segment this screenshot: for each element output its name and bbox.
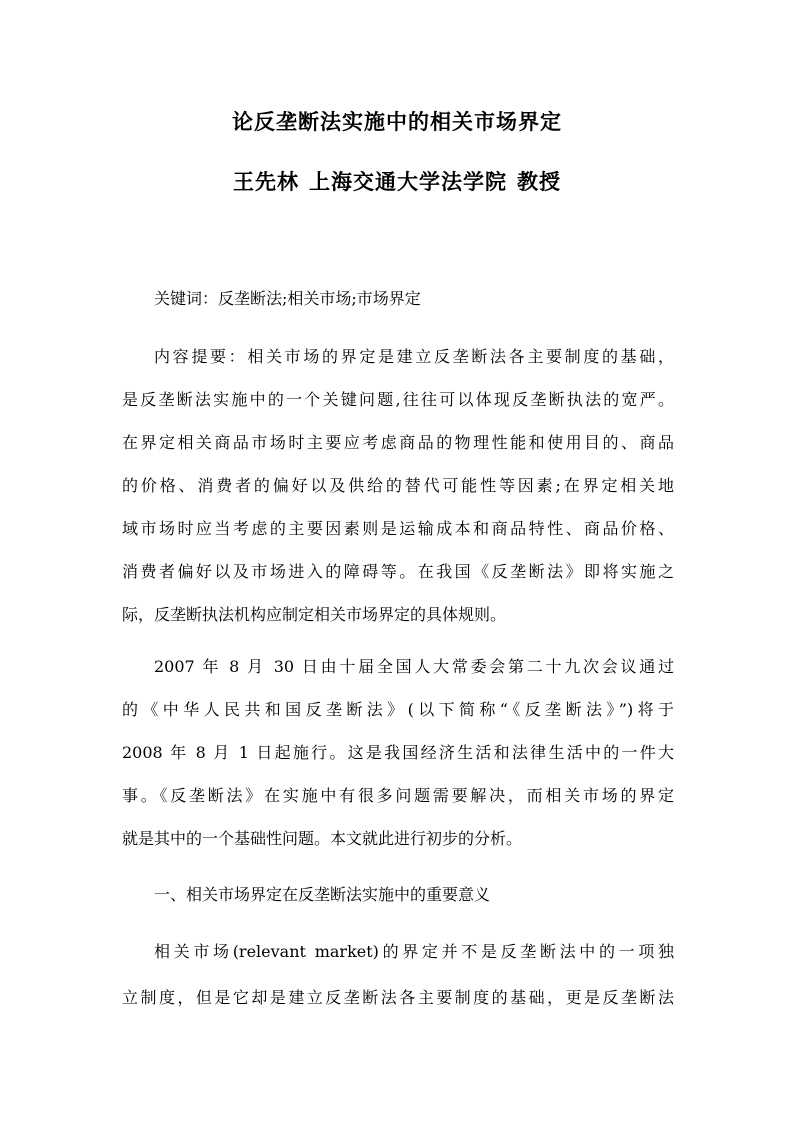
intro-line: 2008 年 8 月 1 日起施行。这是我国经济生活和法律生活中的一件大	[122, 743, 674, 762]
author-line	[0, 166, 794, 196]
section-line: 相关市场(relevant market)的界定并不是反垄断法中的一项独	[154, 942, 674, 961]
author-affiliation: 上海交通大学法学院	[309, 169, 507, 194]
intro-line: 就是其中的一个基础性问题。本文就此进行初步的分析。	[122, 829, 523, 848]
author-position: 教授	[517, 169, 561, 194]
intro-line: 事。《反垄断法》在实施中有很多问题需要解决，而相关市场的界定	[122, 786, 674, 805]
intro-line: 2007 年 8 月 30 日由十届全国人大常委会第二十九次会议通过	[154, 657, 674, 676]
abstract-line: 在界定相关商品市场时主要应考虑商品的物理性能和使用目的、商品	[122, 433, 674, 452]
keywords-line: 关键词：反垄断法;相关市场;市场界定	[154, 289, 421, 308]
section-line: 立制度，但是它却是建立反垄断法各主要制度的基础，更是反垄断法	[122, 988, 674, 1007]
abstract-line: 域市场时应当考虑的主要因素则是运输成本和商品特性、商品价格、	[122, 519, 674, 538]
abstract-line: 的价格、消费者的偏好以及供给的替代可能性等因素;在界定相关地	[122, 476, 674, 495]
abstract-line: 内容提要：相关市场的界定是建立反垄断法各主要制度的基础，	[154, 347, 674, 366]
section-heading: 一、相关市场界定在反垄断法实施中的重要意义	[154, 885, 491, 904]
abstract-line: 消费者偏好以及市场进入的障碍等。在我国《反垄断法》即将实施之	[122, 562, 674, 581]
abstract-line: 际，反垄断执法机构应制定相关市场界定的具体规则。	[122, 605, 507, 624]
abstract-line: 是反垄断法实施中的一个关键问题,往往可以体现反垄断执法的宽严。	[122, 390, 674, 409]
author-name: 王先林	[233, 169, 299, 194]
document-title: 论反垄断法实施中的相关市场界定	[232, 109, 562, 134]
intro-line: 的《中华人民共和国反垄断法》(以下简称“《反垄断法》”)将于	[122, 700, 674, 719]
